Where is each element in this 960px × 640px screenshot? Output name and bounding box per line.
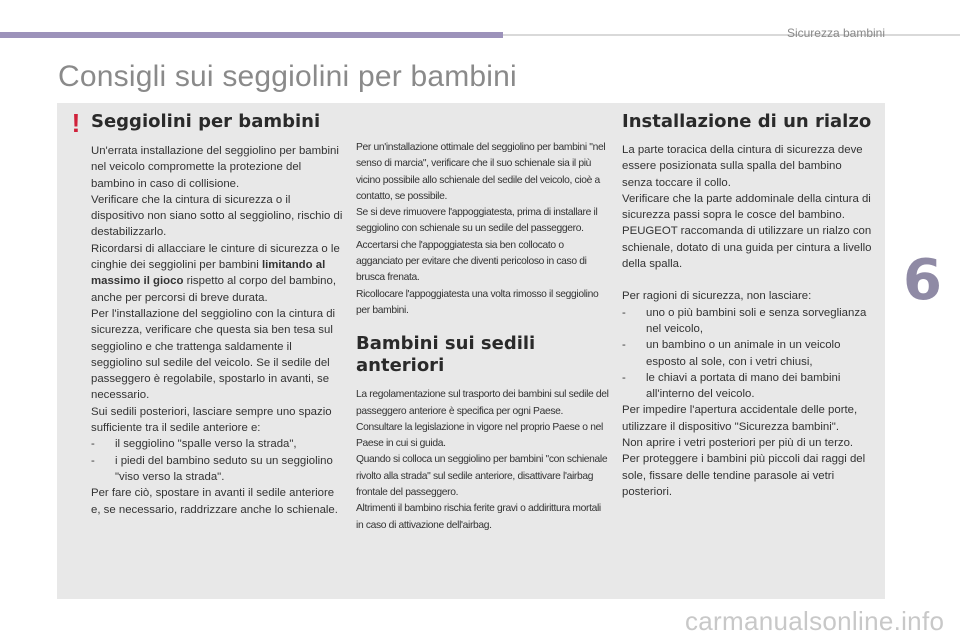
list-item [622,305,874,338]
paragraph: Per fare ciò, spostare in avanti il sedile anteriore e, se necessario, raddrizzare anche lo schienale. [91,487,338,516]
chapter-number: 6 [903,248,942,313]
heading-front-seats: Bambini sui sedili anteriori [356,333,536,377]
column-front-seats [356,140,610,534]
text-body [356,140,610,319]
paragraph: La parte toracica della cintura di sicurezza deve essere posizionata sulla spalla del bambino senza toccare il collo. [622,144,863,189]
column-booster [622,111,874,500]
watermark-text: carmanualsonline.info [685,606,945,636]
page-title: Consigli sui seggiolini per bambini [58,60,517,93]
dash-marker: - [91,454,95,467]
section-label: Sicurezza bambini [786,26,885,40]
paragraph: Verificare che la cintura di sicurezza o il dispositivo non siano sotto al seggiolino, rischio di destabilizzarlo. [91,193,343,239]
paragraph: Non aprire i vetri posteriori per più di un terzo. [622,437,854,450]
text-run: Ricordarsi di allacciare le cinture di sicurezza o le cinghie dei seggiolini per bambini [91,242,340,272]
dash-marker: - [622,371,626,384]
header-accent-bar [0,32,503,38]
text-body [356,387,610,534]
paragraph: Se si deve rimuovere l'appoggiatesta, prima di installare il seggiolino con schienale su un sedile del passeggero. [356,207,598,235]
heading-child-seats: Seggiolini per bambini [91,111,321,132]
spacer [622,272,874,288]
column-child-seats [91,111,343,518]
list-item-text: uno o più bambini soli e senza sorveglianza nel veicolo, [646,306,867,335]
heading-booster: Installazione di un rialzo [622,111,872,132]
dash-marker: - [622,339,626,352]
paragraph: Per ragioni di sicurezza, non lasciare: [622,290,812,303]
paragraph: Per l'installazione del seggiolino con la cintura di sicurezza, verificare che questa sia ben tesa sul seggiolino e che trattenga saldamente il seggiolino sul sedile del veicolo. Se il sedile del passeggero è regolabile, spostarlo in avanti, se necessario. [91,307,336,402]
list-item [622,337,874,370]
paragraph: Verificare che la parte addominale della cintura di sicurezza passi sopra le cosce del bambino. [622,192,871,222]
paragraph: Per un'installazione ottimale del seggiolino per bambini "nel senso di marcia", verificare che il suo schienale sia il più vicino possibile allo schienale del sedile del veicolo, cioè a contatto, se possibile. [356,142,606,202]
dash-marker: - [622,306,626,319]
paragraph [91,241,343,306]
list-item-text: i piedi del bambino seduto su un seggiolino "viso verso la strada". [115,454,333,483]
text-body [622,142,874,500]
list-item [91,436,343,452]
list-item-text: le chiavi a portata di mano dei bambini all'interno del veicolo. [646,371,841,401]
list-item-text: il seggiolino "spalle verso la strada", [115,438,297,451]
paragraph: Quando si colloca un seggiolino per bambini "con schienale rivolto alla strada" sul sedile anteriore, disattivare l'airbag frontale del passeggero. [356,454,608,499]
warning-icon: ! [71,108,81,138]
paragraph: Per impedire l'apertura accidentale delle porte, utilizzare il dispositivo "Sicurezza bambini". [622,404,858,433]
list-item [91,453,343,486]
dash-marker: - [91,438,95,451]
paragraph: PEUGEOT raccomanda di utilizzare un rialzo con schienale, dotato di una guida per cintura a livello della spalla. [622,225,872,271]
header-rule [503,34,960,36]
paragraph: La regolamentazione sul trasporto dei bambini sul sedile del passeggero anteriore è specifica per ogni Paese. Consultare la legislazione in vigore nel proprio Paese o nel Paese in cui si guida. [356,389,609,450]
paragraph: Sui sedili posteriori, lasciare sempre uno spazio sufficiente tra il sedile anteriore e: [91,405,332,435]
paragraph: Accertarsi che l'appoggiatesta sia ben collocato o agganciato per evitare che diventi pericoloso in caso di brusca frenata. [356,239,587,284]
bold-text: limitando al massimo il gioco [91,259,326,288]
list-item [622,370,874,403]
text-run: rispetto al corpo del bambino, anche per percorsi di breve durata. [91,275,337,304]
paragraph: Ricollocare l'appoggiatesta una volta rimosso il seggiolino per bambini. [356,288,599,316]
paragraph: Un'errata installazione del seggiolino per bambini nel veicolo compromette la protezione del bambino in caso di collisione. [91,145,339,190]
paragraph: Altrimenti il bambino rischia ferite gravi o addirittura mortali in caso di attivazione dell'airbag. [356,503,601,531]
paragraph: Per proteggere i bambini più piccoli dai raggi del sole, fissare delle tendine parasole ai vetri posteriori. [622,453,866,498]
list-item-text: un bambino o un animale in un veicolo esposto al sole, con i vetri chiusi, [646,339,841,368]
text-body [91,143,343,518]
